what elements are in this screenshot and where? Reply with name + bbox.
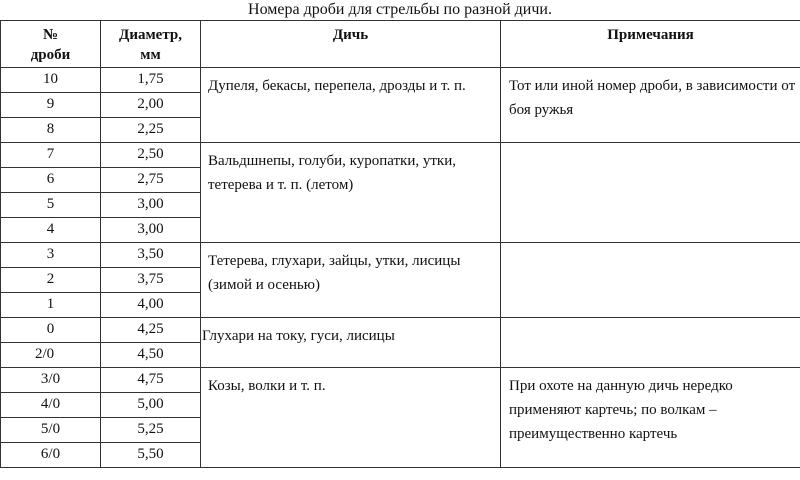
notes-cell: Тот или иной номер дроби, в зависимости от боя ружья xyxy=(501,68,800,143)
shot-number-cell: 2/0 xyxy=(1,343,101,368)
shot-number-cell: 5/0 xyxy=(1,418,101,443)
diameter-cell: 4,50 xyxy=(101,343,201,368)
game-cell: Глухари на току, гуси, лисицы xyxy=(201,318,501,368)
header-diameter-line2: мм xyxy=(140,47,161,63)
shot-number-cell: 2 xyxy=(1,268,101,293)
diameter-cell: 3,00 xyxy=(101,218,201,243)
header-shot-number xyxy=(1,21,101,68)
shot-size-table xyxy=(0,20,800,468)
table-row xyxy=(1,143,800,168)
shot-number-cell: 9 xyxy=(1,93,101,118)
notes-cell xyxy=(501,318,800,368)
game-cell: Тетерева, глухари, зайцы, утки, лисицы (зимой и осенью) xyxy=(201,243,501,318)
shot-number-cell: 6 xyxy=(1,168,101,193)
shot-number-cell: 4/0 xyxy=(1,393,101,418)
shot-number-cell: 5 xyxy=(1,193,101,218)
notes-cell: При охоте на данную дичь нередко применяют картечь; по волкам – преимущественно картечь xyxy=(501,368,800,468)
diameter-cell: 3,00 xyxy=(101,193,201,218)
diameter-cell: 5,50 xyxy=(101,443,201,468)
diameter-cell: 5,25 xyxy=(101,418,201,443)
diameter-cell: 4,00 xyxy=(101,293,201,318)
game-cell: Козы, волки и т. п. xyxy=(201,368,501,468)
header-shot-number-line1: № xyxy=(42,27,59,43)
table-row xyxy=(1,368,800,393)
diameter-cell: 3,50 xyxy=(101,243,201,268)
diameter-cell: 4,25 xyxy=(101,318,201,343)
shot-number-cell: 8 xyxy=(1,118,101,143)
notes-cell xyxy=(501,143,800,243)
shot-number-cell: 4 xyxy=(1,218,101,243)
table-title: Номера дроби для стрельбы по разной дичи. xyxy=(248,1,552,18)
table-row xyxy=(1,318,800,343)
diameter-cell: 1,75 xyxy=(101,68,201,93)
table-row xyxy=(1,68,800,93)
diameter-cell: 2,25 xyxy=(101,118,201,143)
diameter-cell: 2,75 xyxy=(101,168,201,193)
shot-number-cell: 1 xyxy=(1,293,101,318)
diameter-cell: 4,75 xyxy=(101,368,201,393)
diameter-cell: 2,50 xyxy=(101,143,201,168)
notes-cell xyxy=(501,243,800,318)
shot-number-cell: 6/0 xyxy=(1,443,101,468)
header-diameter xyxy=(101,21,201,68)
shot-number-cell: 0 xyxy=(1,318,101,343)
shot-number-cell: 7 xyxy=(1,143,101,168)
diameter-cell: 2,00 xyxy=(101,93,201,118)
header-game: Дичь xyxy=(201,21,501,68)
header-notes: Примечания xyxy=(501,21,800,68)
game-cell: Дупеля, бекасы, перепела, дрозды и т. п. xyxy=(201,68,501,143)
shot-number-cell: 3 xyxy=(1,243,101,268)
header-row xyxy=(1,21,800,68)
game-cell: Вальдшнепы, голуби, куропатки, утки, тетерева и т. п. (летом) xyxy=(201,143,501,243)
shot-number-cell: 10 xyxy=(1,68,101,93)
shot-number-cell: 3/0 xyxy=(1,368,101,393)
diameter-cell: 5,00 xyxy=(101,393,201,418)
diameter-cell: 3,75 xyxy=(101,268,201,293)
table-row xyxy=(1,243,800,268)
header-shot-number-line2: дроби xyxy=(30,47,71,63)
header-diameter-line1: Диаметр, xyxy=(119,27,182,43)
